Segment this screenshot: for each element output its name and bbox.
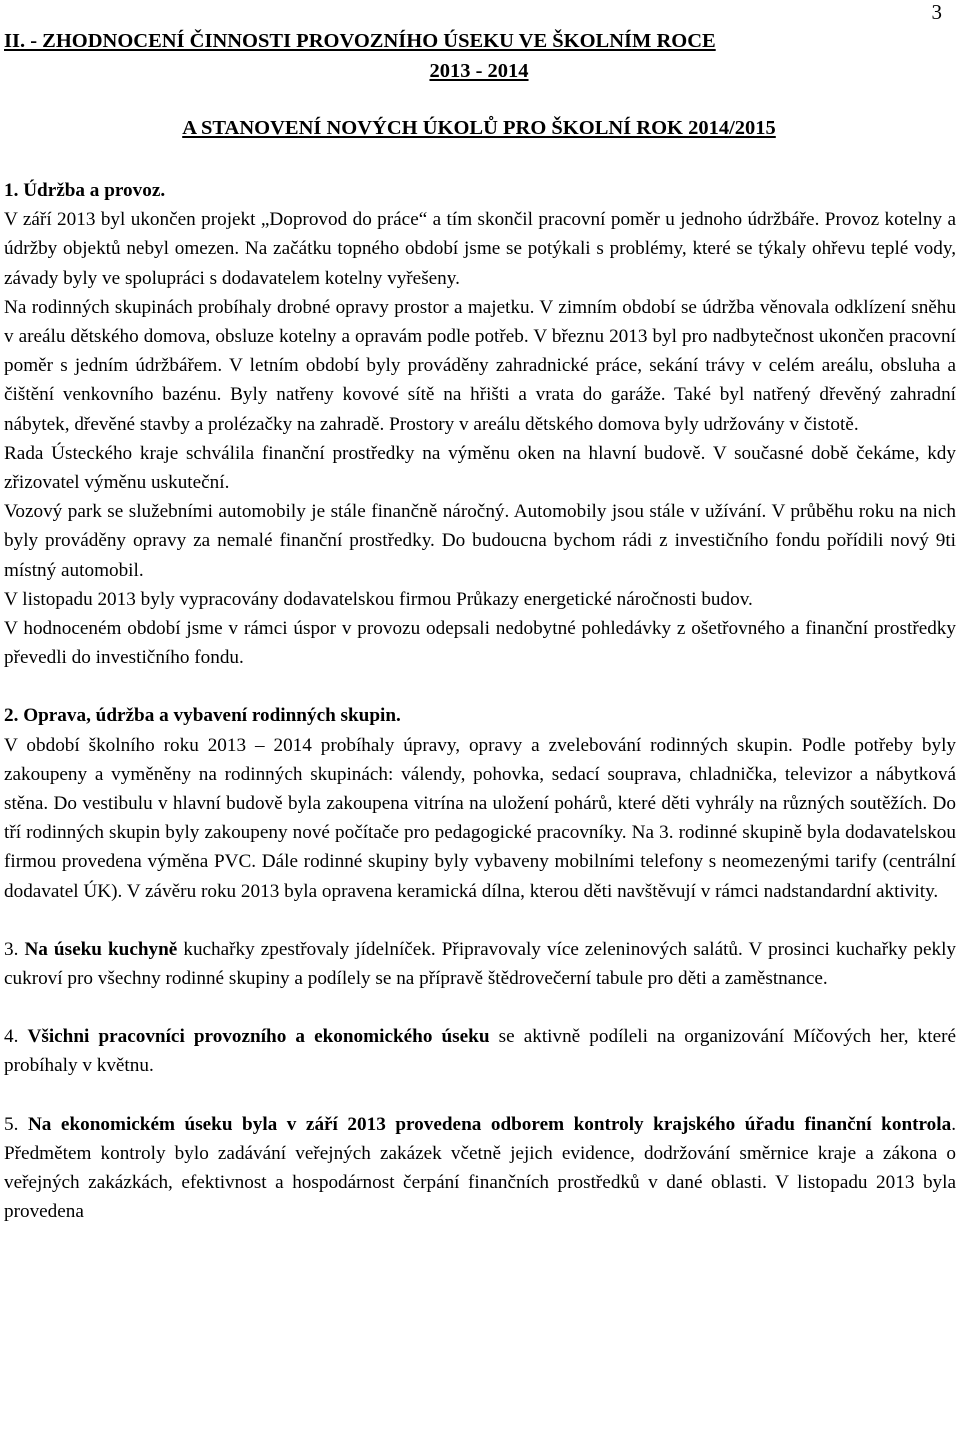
section-1-paragraph-2: Na rodinných skupinách probíhaly drobné opravy prostor a majetku. V zimním období se údržba věnovala odklízení sněhu v areálu dětského domova, obsluze kotelny a opravám podle potřeb. V březnu 2013 byl pro nadbytečnost ukončen pracovní poměr s jedním údržbářem. V letním období byly prováděny zahradnické práce, sekání trávy v celém areálu, obsluha a čištění venkovního bazénu. Byly natřeny kovové sítě na hřišti a vrata do garáže. Také byl natřený dřevěný zahradní nábytek, dřevěné stavby a prolézačky na zahradě. Prostory v areálu dětského domova byly udržovány v čistotě. xyxy=(4,296,956,435)
header-title-line2: 2013 - 2014 xyxy=(429,60,529,82)
section-5-paragraph xyxy=(4,1110,956,1227)
section-5-text: . Předmětem kontroly bylo zadávání veřejných zakázek včetně jejich evidence, dodržování směrnice kraje a zákona o veřejných zakázkách, efektivnost a hospodárnost čerpání finančních prostředků v dané oblasti. V listopadu 2013 byla provedena xyxy=(4,1113,956,1223)
section-3-number: 3. xyxy=(4,938,19,960)
section-5-number: 5. xyxy=(4,1113,19,1135)
section-3-text: kuchařky zpestřovaly jídelníček. Připravovaly více zeleninových salátů. V prosinci kuchařky pekly cukroví pro všechny rodinné skupiny a podílely se na přípravě štědrovečerní tabule pro děti a zaměstnance. xyxy=(4,938,956,990)
page-number: 3 xyxy=(931,0,942,24)
header-title-line3: A STANOVENÍ NOVÝCH ÚKOLŮ PRO ŠKOLNÍ ROK 2014/2015 xyxy=(182,117,776,139)
section-1-paragraph-1: V září 2013 byl ukončen projekt „Doprovod do práce“ a tím skončil pracovní poměr u jednoho údržbáře. Provoz kotelny a údržby objektů nebyl omezen. Na začátku topného období jsme se potýkali s problémy, které se týkaly ohřevu teplé vody, závady byly ve spolupráci s dodavatelem kotelny vyřešeny. xyxy=(4,209,956,289)
section-5-bold-lead: Na ekonomickém úseku byla v září 2013 provedena odborem kontroly krajského úřadu finanční kontrola xyxy=(27,1113,952,1135)
document-body xyxy=(4,176,956,1227)
section-1-heading: 1. Údržba a provoz. xyxy=(4,180,166,201)
section-2-paragraph-1: V období školního roku 2013 – 2014 probíhaly úpravy, opravy a zvelebování rodinných skupin. Podle potřeby byly zakoupeny a vyměněny na rodinných skupinách: válendy, pohovka, sedací souprava, chladnička, televizor a nábytková stěna. Do vestibulu v hlavní budově byla zakoupena vitrína na uložení pohárů, které děti vyhrály na různých soutěžích. Do tří rodinných skupin byly zakoupeny nové počítače pro pedagogické pracovníky. Na 3. rodinné skupině byla dodavatelskou firmou provedena výměna PVC. Dále rodinné skupiny byly vybaveny mobilními telefony s neomezenými tarify (centrální dodavatel ÚK). V závěru roku 2013 byla opravena keramická dílna, kterou děti navštěvují v rámci nadstandardní aktivity. xyxy=(4,734,956,902)
section-3-paragraph xyxy=(4,935,956,993)
section-4-paragraph xyxy=(4,1022,956,1080)
section-1-paragraph-5: V listopadu 2013 byly vypracovány dodavatelskou firmou Průkazy energetické náročnosti budov. xyxy=(4,588,753,610)
page-header xyxy=(4,26,954,143)
section-3-bold-lead: Na úseku kuchyně xyxy=(24,938,178,960)
section-4-text: se aktivně podíleli na organizování Míčových her, které probíhaly v květnu. xyxy=(4,1026,957,1077)
section-1-paragraph-4: Vozový park se služebními automobily je stále finančně náročný. Automobily jsou stále v užívání. V průběhu roku na nich byly prováděny opravy za nemalé finanční prostředky. Do budoucna bychom rádi z investičního fondu pořídili nový 9ti místný automobil. xyxy=(4,501,956,581)
section-1-paragraph-3: Rada Ústeckého kraje schválila finanční prostředky na výměnu oken na hlavní budově. V současné době čekáme, kdy zřizovatel výměnu uskuteční. xyxy=(4,442,956,494)
section-4-bold-lead: Všichni pracovníci provozního a ekonomického úseku xyxy=(27,1026,490,1048)
section-1-paragraph-6: V hodnoceném období jsme v rámci úspor v provozu odepsali nedobytné pohledávky z ošetřovného a finanční prostředky převedli do investičního fondu. xyxy=(4,618,956,669)
section-2-heading: 2. Oprava, údržba a vybavení rodinných skupin. xyxy=(4,705,401,727)
header-title-line1: II. - ZHODNOCENÍ ČINNOSTI PROVOZNÍHO ÚSEKU VE ŠKOLNÍM ROCE xyxy=(4,30,716,52)
section-4-number: 4. xyxy=(4,1026,19,1048)
